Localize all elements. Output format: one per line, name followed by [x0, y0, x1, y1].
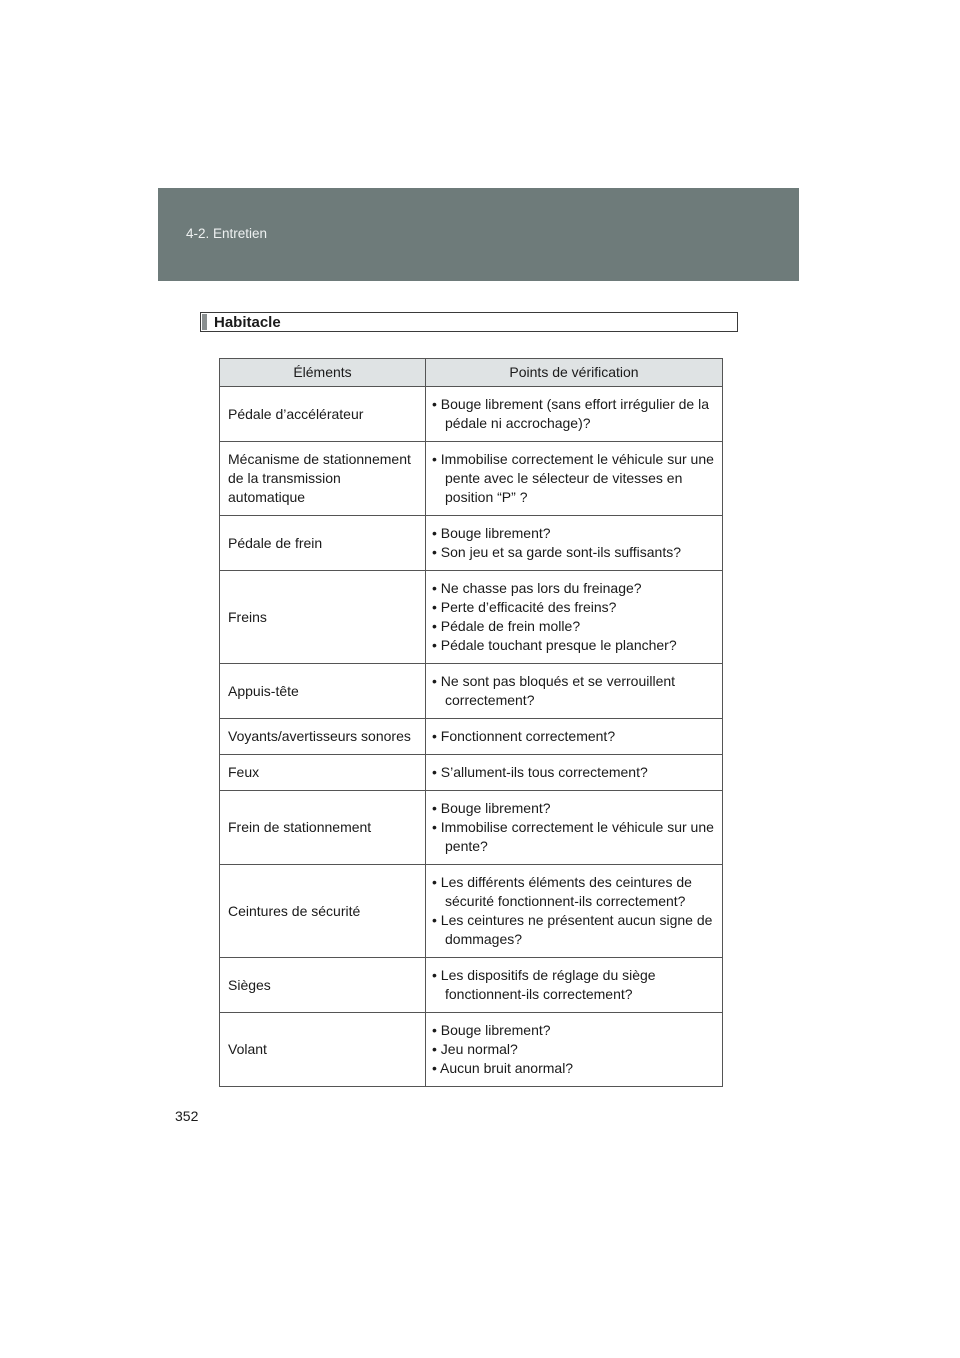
- check-point: • Perte d’efficacité des freins?: [432, 599, 617, 615]
- check-point: • Les ceintures ne présentent aucun signe de dommages?: [432, 912, 713, 947]
- item-cell: Appuis-tête: [220, 664, 426, 719]
- item-cell: Ceintures de sécurité: [220, 865, 426, 958]
- item-cell: Frein de stationnement: [220, 791, 426, 865]
- points-cell: [426, 865, 723, 958]
- table-row: [220, 958, 723, 1013]
- check-point: • Aucun bruit anormal?: [432, 1060, 574, 1076]
- table-row: [220, 1013, 723, 1087]
- check-point: • Fonctionnent correctement?: [432, 728, 616, 744]
- item-cell: Voyants/avertisseurs sonores: [220, 719, 426, 755]
- table-row: [220, 755, 723, 791]
- check-point: • Immobilise correctement le véhicule sur une pente?: [432, 819, 714, 854]
- check-point: • Bouge librement?: [432, 1022, 551, 1038]
- item-cell: Sièges: [220, 958, 426, 1013]
- table-row: [220, 387, 723, 442]
- table-row: [220, 719, 723, 755]
- column-header-items: Éléments: [220, 359, 426, 387]
- item-cell: Freins: [220, 571, 426, 664]
- item-cell: Pédale d’accélérateur: [220, 387, 426, 442]
- points-cell: [426, 1013, 723, 1087]
- check-point: • S’allument-ils tous correctement?: [432, 764, 648, 780]
- page-number: 352: [175, 1108, 199, 1124]
- points-cell: [426, 755, 723, 791]
- points-cell: [426, 664, 723, 719]
- check-point: • Pédale touchant presque le plancher?: [432, 637, 677, 653]
- table-row: [220, 442, 723, 516]
- table-row: [220, 664, 723, 719]
- section-title: Habitacle: [214, 314, 281, 331]
- points-cell: [426, 791, 723, 865]
- check-point: • Les dispositifs de réglage du siège fonctionnent-ils correctement?: [432, 967, 656, 1002]
- table-row: [220, 791, 723, 865]
- table-row: [220, 865, 723, 958]
- item-cell: Feux: [220, 755, 426, 791]
- check-point: • Immobilise correctement le véhicule sur une pente avec le sélecteur de vitesses en position “P” ?: [432, 451, 714, 505]
- item-cell: Volant: [220, 1013, 426, 1087]
- table-header-row: [220, 359, 723, 387]
- check-point: • Jeu normal?: [432, 1041, 518, 1057]
- points-cell: [426, 442, 723, 516]
- points-cell: [426, 719, 723, 755]
- points-cell: [426, 571, 723, 664]
- section-title-bar: [200, 312, 738, 332]
- points-cell: [426, 387, 723, 442]
- inspection-table: [219, 358, 723, 1087]
- check-point: • Ne sont pas bloqués et se verrouillent correctement?: [432, 673, 676, 708]
- check-point: • Pédale de frein molle?: [432, 618, 581, 634]
- column-header-points: Points de vérification: [426, 359, 723, 387]
- points-cell: [426, 958, 723, 1013]
- table-row: [220, 516, 723, 571]
- check-point: • Les différents éléments des ceintures de sécurité fonctionnent-ils correctement?: [432, 874, 692, 909]
- item-cell: Pédale de frein: [220, 516, 426, 571]
- table-row: [220, 571, 723, 664]
- check-point: • Bouge librement?: [432, 525, 551, 541]
- section-marker: [202, 314, 207, 330]
- chapter-header: [158, 188, 799, 281]
- section-label: 4-2. Entretien: [186, 226, 268, 241]
- check-point: • Bouge librement (sans effort irrégulier de la pédale ni accrochage)?: [432, 396, 710, 431]
- check-point: • Ne chasse pas lors du freinage?: [432, 580, 642, 596]
- check-point: • Bouge librement?: [432, 800, 551, 816]
- item-cell: Mécanisme de stationnement de la transmission automatique: [220, 442, 426, 516]
- check-point: • Son jeu et sa garde sont-ils suffisants?: [432, 544, 682, 560]
- points-cell: [426, 516, 723, 571]
